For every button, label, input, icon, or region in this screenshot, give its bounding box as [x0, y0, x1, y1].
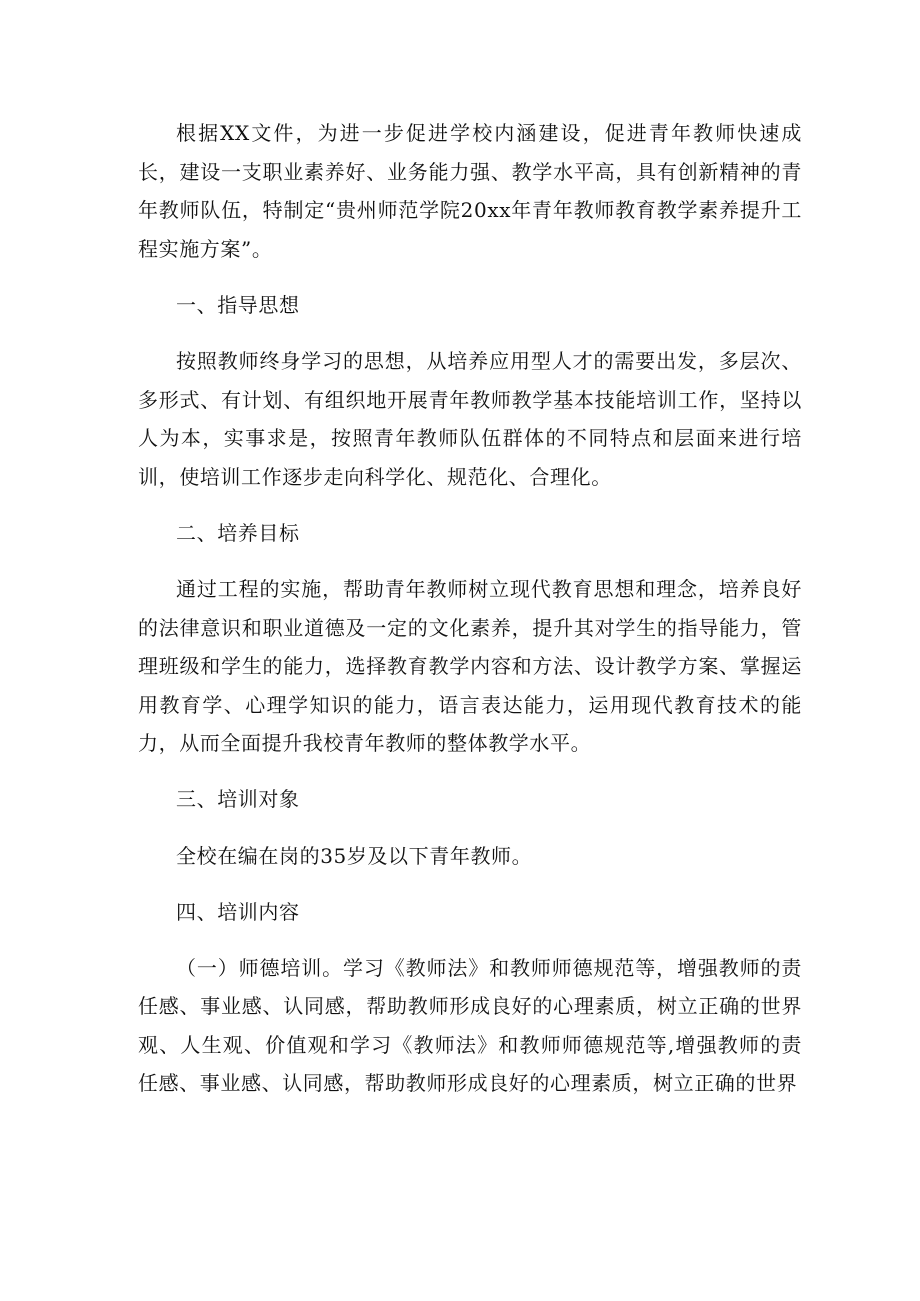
- section-heading-training-goals: 二、培养目标: [176, 520, 300, 545]
- intro-paragraph: 根据XX文件，为进一步促进学校内涵建设，促进青年教师快速成长，建设一支职业素养好、业务能力强、教学水平高，具有创新精神的青年教师队伍，特制定“贵州师范学院20xx年青年教师教育教学素养提升工程实施方案”。: [138, 121, 802, 261]
- training-content-ethics-paragraph: （一）师德培训。学习《教师法》和教师师德规范等，增强教师的责任感、事业感、认同感，帮助教师形成良好的心理素质，树立正确的世界观、人生观、价值观和学习《教师法》和教师师德规范等,增强教师的责任感、事业感、认同感，帮助教师形成良好的心理素质，树立正确的世界: [138, 955, 802, 1096]
- guiding-thought-paragraph: 按照教师终身学习的思想，从培养应用型人才的需要出发，多层次、多形式、有计划、有组织地开展青年教师教学基本技能培训工作，坚持以人为本，实事求是，按照青年教师队伍群体的不同特点和层面来进行培训，使培训工作逐步走向科学化、规范化、合理化。: [138, 348, 802, 489]
- section-heading-training-content: 四、培训内容: [176, 899, 300, 924]
- training-goals-paragraph: 通过工程的实施，帮助青年教师树立现代教育思想和理念，培养良好的法律意识和职业道德及一定的文化素养，提升其对学生的指导能力，管理班级和学生的能力，选择教育教学内容和方法、设计教学方案、掌握运用教育学、心理学知识的能力，语言表达能力，运用现代教育技术的能力，从而全面提升我校青年教师的整体教学水平。: [138, 576, 802, 756]
- training-targets-paragraph: 全校在编在岗的35岁及以下青年教师。: [176, 843, 533, 868]
- section-heading-training-targets: 三、培训对象: [176, 787, 300, 812]
- section-heading-guiding-thought: 一、指导思想: [176, 292, 300, 317]
